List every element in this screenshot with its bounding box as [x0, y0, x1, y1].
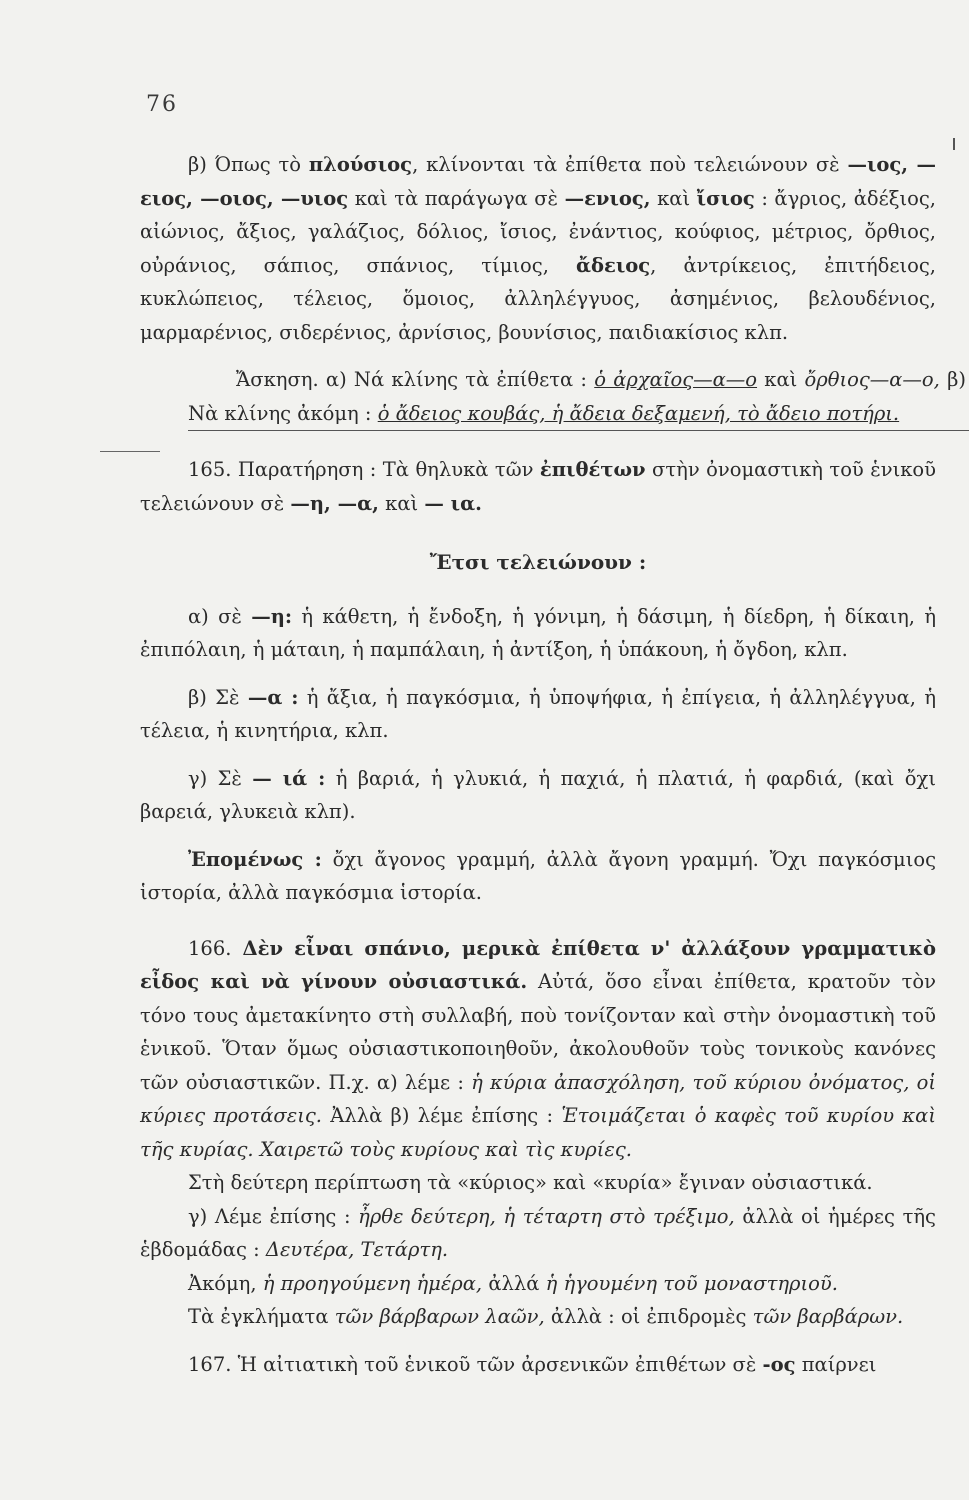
- exercise-block: Ἄσκηση. α) Νά κλίνης τὰ ἐπίθετα : ὁ ἀρχαῖος—α—ο καὶ ὄρθιος—α—ο, β) Νὰ κλίνης ἀκόμη : ὁ ἄδειος κουβάς, ἡ ἄδεια δεξαμενή, τὸ ἄδειο ποτήρι.: [188, 363, 969, 431]
- section-b-paragraph: β) Όπως τὸ πλούσιος, κλίνονται τὰ ἐπίθετα ποὺ τελειώνουν σὲ —ιος, —ειος, —οιος, —υιος καὶ τὰ παράγωγα σὲ —ενιος, καὶ ἴσιος : ἄγριος, ἀδέξιος, αἰώνιος, ἄξιος, γαλάζιος, δόλιος, ἴσιος, ἐνάντιος, κούφιος, μέτριος, ὄρθιος, οὐράνιος, σάπιος, σπάνιος, τίμιος, ἄδειος, ἀντρίκειος, ἐπιτήδειος, κυκλώπειος, τέλειος, ὅμοιος, ἀλληλέγγυος, ἀσημένιος, βελουδένιος, μαρμαρένιος, σιδερένιος, ἀρνίσιος, βουνίσιος, παιδιακίσιος κλπ.: [140, 153, 936, 344]
- akomi-paragraph: Ἀκόμη, ἡ προηγούμενη ἡμέρα, ἀλλά ἡ ἡγουμένη τοῦ μοναστηριοῦ.: [188, 1271, 838, 1295]
- paragraph-166: 166. Δὲν εἶναι σπάνιο, μερικὰ ἐπίθετα ν' ἀλλάξουν γραμματικὸ εἶδος καὶ νὰ γίνουν οὐσιαστικά. Αὐτά, ὅσο εἶναι ἐπίθετα, κρατοῦν τὸν τόνο τους ἀμετακίνητο στὴ συλλαβή, ποὺ τονίζονταν καὶ στὴν ὀνομαστικὴ τοῦ ἑνικοῦ. Ὅταν ὅμως οὐσιαστικοποιηθοῦν, ἀκολουθοῦν τοὺς τονικοὺς κανόνες τῶν οὐσιαστικῶν. Π.χ. α) λέμε : ἡ κύρια ἀπασχόληση, τοῦ κύριου ὀνόματος, οἱ κύριες προτάσεις. Ἀλλὰ β) λέμε ἐπίσης : Ἑτοιμάζεται ὁ καφὲς τοῦ κυρίου καὶ τῆς κυρίας. Χαιρετῶ τοὺς κυρίους καὶ τὶς κυρίες.: [140, 936, 937, 1161]
- page-body: [140, 148, 966, 1381]
- paragraph-165: 165. Παρατήρηση : Τὰ θηλυκὰ τῶν ἐπιθέτων στὴν ὀνομαστικὴ τοῦ ἑνικοῦ τελειώνουν σὲ —η, —α, καὶ — ια.: [140, 458, 936, 515]
- section-heading: Ἔτσι τελειώνουν :: [429, 550, 647, 574]
- second-case-paragraph: Στὴ δεύτερη περίπτωση τὰ «κύριος» καὶ «κυρία» ἔγιναν οὐσιαστικά.: [188, 1171, 873, 1194]
- gamma-paragraph: γ) Λέμε ἐπίσης : ἦρθε δεύτερη, ἡ τέταρτη στὸ τρέξιμο, ἀλλὰ οἱ ἡμέρες τῆς ἑβδομάδας : Δευτέρα, Τετάρτη.: [140, 1204, 936, 1261]
- crimes-paragraph: Τὰ ἐγκλήματα τῶν βάρβαρων λαῶν, ἀλλὰ : οἱ ἐπιδρομὲς τῶν βαρβάρων.: [188, 1305, 904, 1328]
- exercise-paragraph: [140, 363, 966, 431]
- list-item-a: α) σὲ —η: ἡ κάθετη, ἡ ἔνδοξη, ἡ γόνιμη, ἡ δάσιμη, ἡ δίεδρη, ἡ δίκαιη, ἡ ἐπιπόλαιη, ἡ μάταιη, ἡ παμπάλαιη, ἡ ἀντίξοη, ἡ ὑπάκουη, ἡ ὄγδοη, κλπ.: [140, 604, 937, 661]
- paragraph-167: 167. Ἡ αἰτιατικὴ τοῦ ἑνικοῦ τῶν ἀρσενικῶν ἐπιθέτων σὲ -ος παίρνει: [188, 1352, 877, 1376]
- consequently-paragraph: Ἐπομένως : ὄχι ἄγονος γραμμή, ἀλλὰ ἄγονη γραμμή. Ὄχι παγκόσμιος ἱστορία, ἀλλὰ παγκόσμια ἱστορία.: [140, 847, 936, 904]
- list-item-c: γ) Σὲ — ιά : ἡ βαριά, ἡ γλυκιά, ἡ παχιά, ἡ πλατιά, ἡ φαρδιά, (καὶ ὄχι βαρειά, γλυκειὰ κλπ).: [140, 766, 937, 823]
- list-item-b: β) Σὲ —α : ἡ ἄξια, ἡ παγκόσμια, ἡ ὑποψήφια, ἡ ἐπίγεια, ἡ ἀλληλέγγυα, ἡ τέλεια, ἡ κινητήρια, κλπ.: [140, 685, 937, 742]
- page-number: 76: [146, 92, 178, 117]
- margin-mark: [953, 138, 955, 150]
